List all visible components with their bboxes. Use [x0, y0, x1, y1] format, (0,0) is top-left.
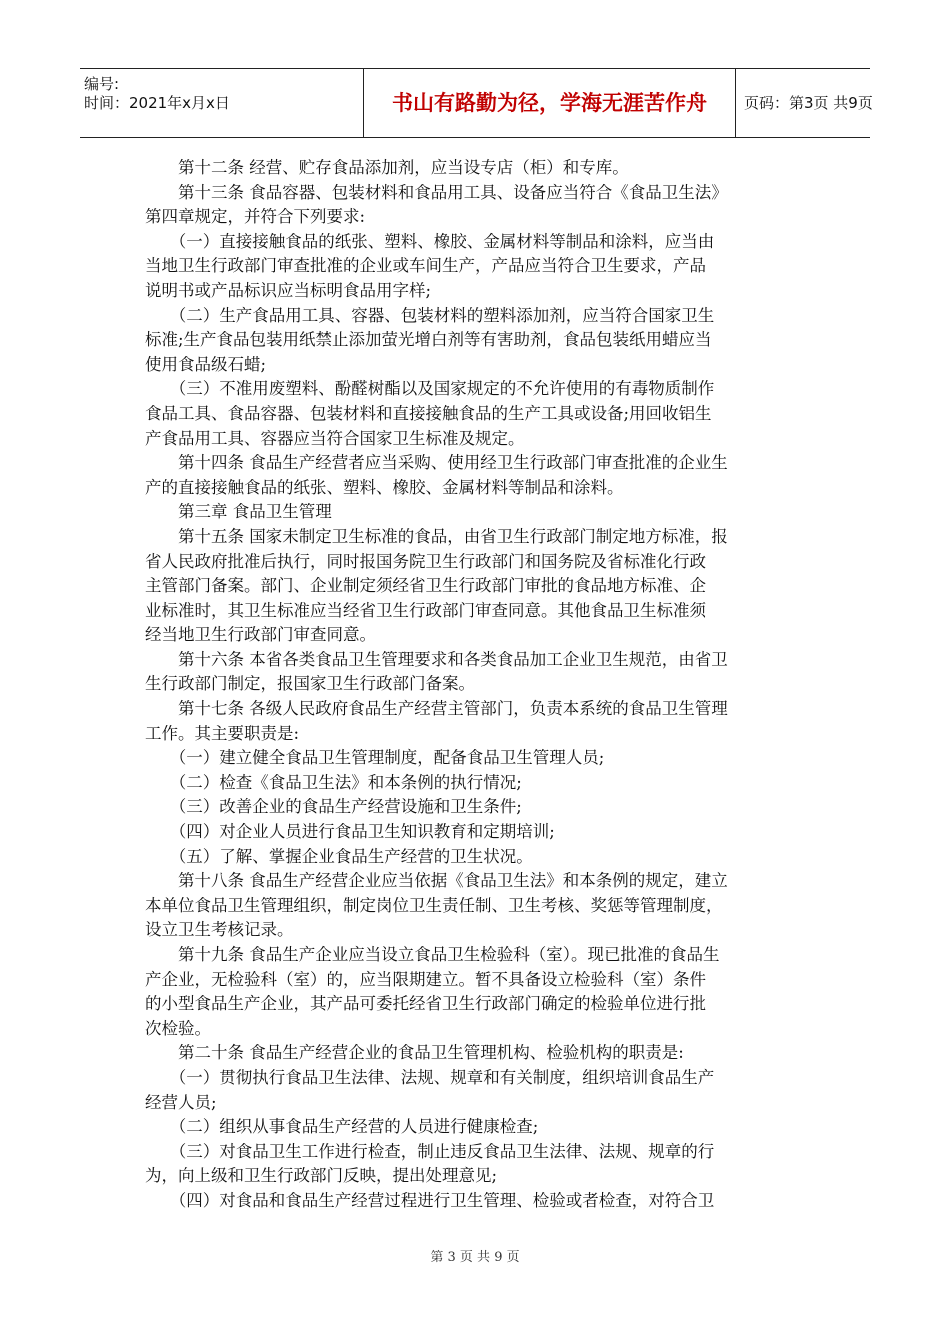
text-line: 第十九条 食品生产企业应当设立食品卫生检验科（室）。现已批准的食品生 — [145, 945, 720, 964]
text-line: 主管部门备案。部门、企业制定须经省卫生行政部门审批的食品地方标准、企 — [145, 576, 706, 596]
time-label: 时间：2021年x月x日 — [84, 94, 230, 112]
page-header — [80, 68, 873, 138]
text-line: （四）对企业人员进行食品卫生知识教育和定期培训; — [145, 822, 555, 842]
text-line: 次检验。 — [145, 1018, 211, 1038]
text-line: 标准;生产食品包装用纸禁止添加萤光增白剂等有害助剂，食品包装纸用蜡应当 — [145, 330, 712, 350]
text-line: 工作。其主要职责是: — [145, 723, 300, 743]
header-page-info: 页码：第3页 共9页 — [744, 94, 873, 112]
text-line: 第十七条 各级人民政府食品生产经营主管部门，负责本系统的食品卫生管理 — [145, 699, 728, 719]
text-line: 第十五条 国家未制定卫生标准的食品，由省卫生行政部门制定地方标准，报 — [145, 526, 728, 546]
code-label: 编号: — [84, 75, 120, 93]
text-line: 为，向上级和卫生行政部门反映，提出处理意见; — [145, 1166, 498, 1186]
text-line: 第十六条 本省各类食品卫生管理要求和各类食品加工企业卫生规范，由省卫 — [145, 649, 728, 669]
text-line: （三）不准用废塑料、酚醛树酯以及国家规定的不允许使用的有毒物质制作 — [145, 379, 715, 399]
text-line: （二）组织从事食品生产经营的人员进行健康检查; — [145, 1117, 539, 1137]
text-line: （五）了解、掌握企业食品生产经营的卫生状况。 — [145, 846, 533, 866]
text-line: 第四章规定，并符合下列要求: — [145, 207, 366, 227]
text-line: （三）改善企业的食品生产经营设施和卫生条件; — [145, 797, 522, 817]
text-line: （一）贯彻执行食品卫生法律、法规、规章和有关制度，组织培训食品生产 — [145, 1067, 715, 1087]
document-body — [145, 156, 809, 1214]
text-line: 经营人员; — [145, 1092, 217, 1112]
header-meta — [84, 69, 284, 143]
text-line: （二）生产食品用工具、容器、包装材料的塑料添加剂，应当符合国家卫生 — [145, 305, 715, 325]
text-line: 业标准时，其卫生标准应当经省卫生行政部门审查同意。其他食品卫生标准须 — [145, 600, 706, 620]
text-line: 省人民政府批准后执行，同时报国务院卫生行政部门和国务院及省标准化行政 — [145, 551, 706, 571]
text-line: 的小型食品生产企业，其产品可委托经省卫生行政部门确定的检验单位进行批 — [145, 994, 706, 1014]
text-line: 第十三条 食品容器、包装材料和食品用工具、设备应当符合《食品卫生法》 — [145, 182, 728, 202]
text-line: 设立卫生考核记录。 — [145, 920, 294, 940]
text-line: 生行政部门制定，报国家卫生行政部门备案。 — [145, 674, 475, 694]
text-line: 第二十条 食品生产经营企业的食品卫生管理机构、检验机构的职责是: — [145, 1043, 684, 1063]
text-line: （三）对食品卫生工作进行检查，制止违反食品卫生法律、法规、规章的行 — [145, 1141, 715, 1161]
text-line: 食品工具、食品容器、包装材料和直接接触食品的生产工具或设备;用回收铝生 — [145, 403, 712, 423]
text-line: 第十四条 食品生产经营者应当采购、使用经卫生行政部门审查批准的企业生 — [145, 453, 728, 473]
text-line: 产的直接接触食品的纸张、塑料、橡胶、金属材料等制品和涂料。 — [145, 477, 624, 497]
text-line: （一）直接接触食品的纸张、塑料、橡胶、金属材料等制品和涂料，应当由 — [145, 231, 715, 251]
text-line: （二）检查《食品卫生法》和本条例的执行情况; — [145, 772, 522, 792]
text-line: 当地卫生行政部门审查批准的企业或车间生产，产品应当符合卫生要求，产品 — [145, 256, 706, 276]
text-line: 产企业，无检验科（室）的，应当限期建立。暂不具备设立检验科（室）条件 — [145, 969, 706, 989]
header-motto: 书山有路勤为径，学海无涯苦作舟 — [392, 91, 707, 115]
page-footer: 第 3 页 共 9 页 — [430, 1250, 520, 1265]
text-line: 使用食品级石蜡; — [145, 354, 267, 374]
text-line: 产食品用工具、容器应当符合国家卫生标准及规定。 — [145, 428, 525, 448]
text-line: 第十八条 食品生产经营企业应当依据《食品卫生法》和本条例的规定，建立 — [145, 871, 728, 891]
header-divider — [735, 69, 736, 137]
text-line: 第十二条 经营、贮存食品添加剂，应当设专店（柜）和专库。 — [145, 158, 629, 177]
text-line: （一）建立健全食品卫生管理制度，配备食品卫生管理人员; — [145, 748, 605, 768]
text-line: 说明书或产品标识应当标明食品用字样; — [145, 280, 432, 300]
text-line: 本单位食品卫生管理组织，制定岗位卫生责任制、卫生考核、奖惩等管理制度， — [145, 895, 723, 915]
text-line: （四）对食品和食品生产经营过程进行卫生管理、检验或者检查，对符合卫 — [145, 1190, 715, 1210]
text-line: 经当地卫生行政部门审查同意。 — [145, 625, 376, 645]
text-line: 第三章 食品卫生管理 — [145, 502, 332, 522]
